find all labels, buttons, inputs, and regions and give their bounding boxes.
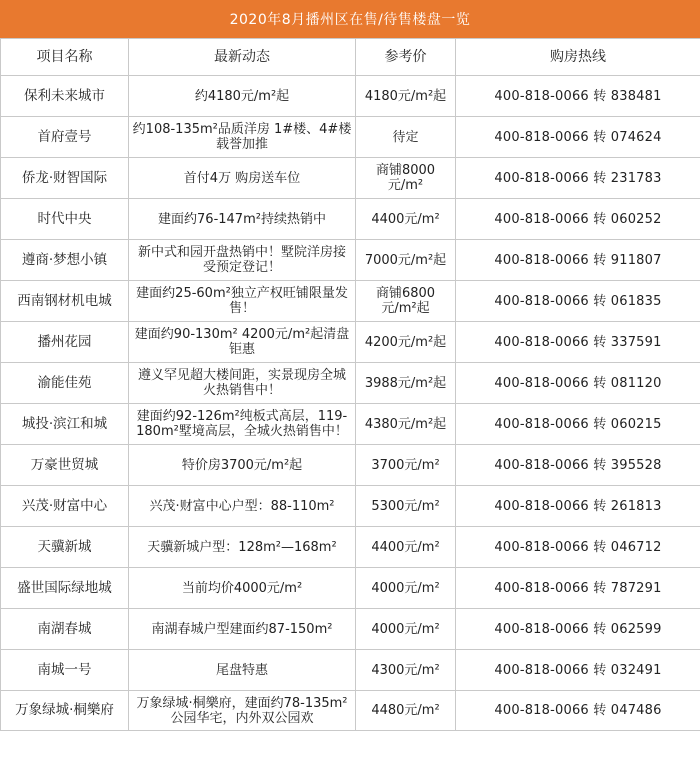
hotline-cell: 400-818-0066 转 074624 [456, 117, 700, 158]
project-name-cell: 天骥新城 [1, 527, 129, 568]
hotline-cell: 400-818-0066 转 062599 [456, 609, 700, 650]
hotline-cell: 400-818-0066 转 081120 [456, 363, 700, 404]
column-header-hotline: 购房热线 [456, 39, 700, 76]
hotline-cell: 400-818-0066 转 046712 [456, 527, 700, 568]
reference-price-cell: 4000元/m² [356, 609, 456, 650]
hotline-cell: 400-818-0066 转 838481 [456, 76, 700, 117]
hotline-cell: 400-818-0066 转 047486 [456, 691, 700, 731]
table-row [1, 199, 700, 240]
table-body [1, 76, 700, 731]
table-row [1, 240, 700, 281]
listing-table [0, 38, 700, 731]
reference-price-cell: 3988元/m²起 [356, 363, 456, 404]
reference-price-cell: 待定 [356, 117, 456, 158]
latest-news-cell: 兴茂·财富中心户型：88-110m² [129, 486, 356, 527]
latest-news-cell: 首付4万 购房送车位 [129, 158, 356, 199]
project-name-cell: 首府壹号 [1, 117, 129, 158]
table-row [1, 486, 700, 527]
table-row [1, 650, 700, 691]
project-name-cell: 西南钢材机电城 [1, 281, 129, 322]
latest-news-cell: 建面约76-147m²持续热销中 [129, 199, 356, 240]
hotline-cell: 400-818-0066 转 032491 [456, 650, 700, 691]
table-row [1, 445, 700, 486]
reference-price-cell: 商铺6800元/m²起 [356, 281, 456, 322]
table-row [1, 322, 700, 363]
latest-news-cell: 约4180元/m²起 [129, 76, 356, 117]
project-name-cell: 侨龙·财智国际 [1, 158, 129, 199]
reference-price-cell: 商铺8000元/m² [356, 158, 456, 199]
latest-news-cell: 尾盘特惠 [129, 650, 356, 691]
table-row [1, 158, 700, 199]
table-row [1, 117, 700, 158]
reference-price-cell: 4400元/m² [356, 199, 456, 240]
hotline-cell: 400-818-0066 转 060215 [456, 404, 700, 445]
project-name-cell: 盛世国际绿地城 [1, 568, 129, 609]
hotline-cell: 400-818-0066 转 337591 [456, 322, 700, 363]
table-row [1, 691, 700, 731]
table-header-row [1, 39, 700, 76]
hotline-cell: 400-818-0066 转 911807 [456, 240, 700, 281]
page-title: 2020年8月播州区在售/待售楼盘一览 [0, 0, 700, 38]
reference-price-cell: 7000元/m²起 [356, 240, 456, 281]
project-name-cell: 时代中央 [1, 199, 129, 240]
column-header-name: 项目名称 [1, 39, 129, 76]
project-name-cell: 遵商·梦想小镇 [1, 240, 129, 281]
table-row [1, 76, 700, 117]
column-header-price: 参考价 [356, 39, 456, 76]
hotline-cell: 400-818-0066 转 395528 [456, 445, 700, 486]
reference-price-cell: 4400元/m² [356, 527, 456, 568]
reference-price-cell: 5300元/m² [356, 486, 456, 527]
table-row [1, 609, 700, 650]
project-name-cell: 保利未来城市 [1, 76, 129, 117]
latest-news-cell: 建面约90-130m² 4200元/m²起清盘钜惠 [129, 322, 356, 363]
table-row [1, 281, 700, 322]
table-row [1, 527, 700, 568]
table-row [1, 568, 700, 609]
column-header-news: 最新动态 [129, 39, 356, 76]
project-name-cell: 南城一号 [1, 650, 129, 691]
latest-news-cell: 新中式和园开盘热销中！墅院洋房接受预定登记！ [129, 240, 356, 281]
reference-price-cell: 3700元/m² [356, 445, 456, 486]
hotline-cell: 400-818-0066 转 787291 [456, 568, 700, 609]
project-name-cell: 渝能佳苑 [1, 363, 129, 404]
latest-news-cell: 建面约92-126m²纯板式高层，119-180m²墅境高层，全城火热销售中！ [129, 404, 356, 445]
reference-price-cell: 4300元/m² [356, 650, 456, 691]
reference-price-cell: 4200元/m²起 [356, 322, 456, 363]
project-name-cell: 兴茂·财富中心 [1, 486, 129, 527]
latest-news-cell: 万象绿城·桐樂府，建面约78-135m²公园华宅，内外双公园欢 [129, 691, 356, 731]
project-name-cell: 南湖春城 [1, 609, 129, 650]
reference-price-cell: 4480元/m² [356, 691, 456, 731]
latest-news-cell: 遵义罕见超大楼间距，实景现房全城火热销售中！ [129, 363, 356, 404]
project-name-cell: 万象绿城·桐樂府 [1, 691, 129, 731]
hotline-cell: 400-818-0066 转 061835 [456, 281, 700, 322]
table-row [1, 404, 700, 445]
latest-news-cell: 当前均价4000元/m² [129, 568, 356, 609]
reference-price-cell: 4000元/m² [356, 568, 456, 609]
reference-price-cell: 4180元/m²起 [356, 76, 456, 117]
project-name-cell: 城投·滨江和城 [1, 404, 129, 445]
table-row [1, 363, 700, 404]
latest-news-cell: 建面约25-60m²独立产权旺铺限量发售！ [129, 281, 356, 322]
latest-news-cell: 天骥新城户型：128m²—168m² [129, 527, 356, 568]
latest-news-cell: 南湖春城户型建面约87-150m² [129, 609, 356, 650]
latest-news-cell: 特价房3700元/m²起 [129, 445, 356, 486]
reference-price-cell: 4380元/m²起 [356, 404, 456, 445]
project-name-cell: 播州花园 [1, 322, 129, 363]
project-name-cell: 万豪世贸城 [1, 445, 129, 486]
hotline-cell: 400-818-0066 转 261813 [456, 486, 700, 527]
latest-news-cell: 约108-135m²品质洋房 1#楼、4#楼载誉加推 [129, 117, 356, 158]
hotline-cell: 400-818-0066 转 060252 [456, 199, 700, 240]
hotline-cell: 400-818-0066 转 231783 [456, 158, 700, 199]
